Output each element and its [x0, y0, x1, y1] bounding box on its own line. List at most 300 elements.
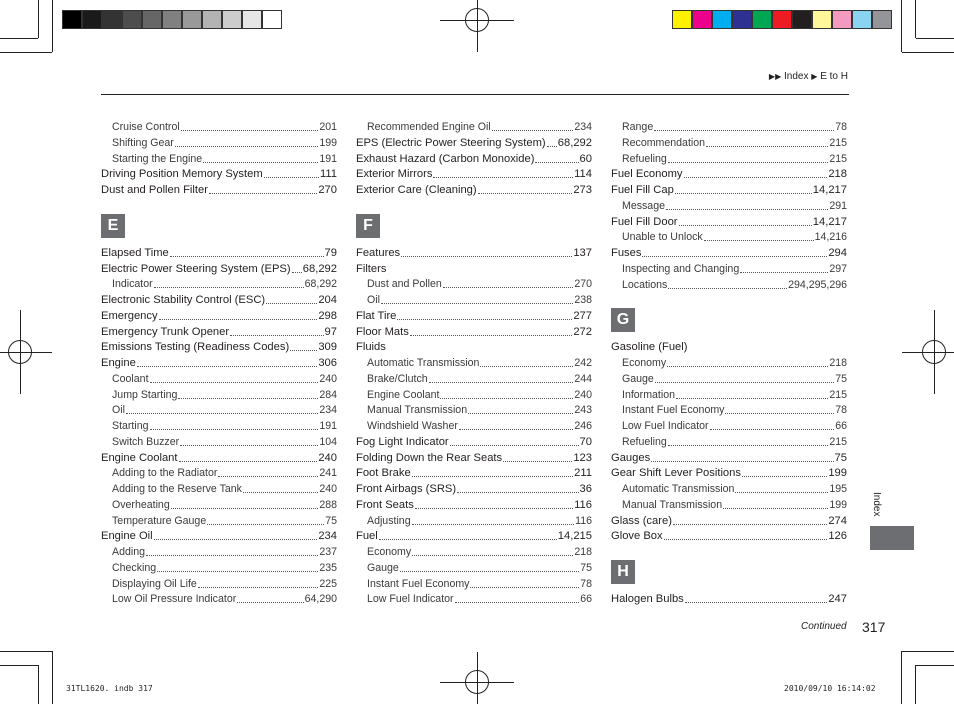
page-reference[interactable]: 116 — [574, 498, 592, 511]
color-swatch — [672, 10, 692, 29]
dot-leader — [170, 256, 324, 257]
dot-leader — [654, 130, 834, 131]
index-entry[interactable] — [611, 450, 847, 465]
index-entry[interactable] — [611, 513, 847, 528]
entry-title: Engine Coolant — [367, 388, 440, 401]
entry-title: Gauges — [611, 451, 651, 464]
page-reference[interactable]: 218 — [574, 546, 592, 558]
index-entry[interactable] — [622, 434, 847, 449]
color-swatch — [812, 10, 832, 29]
color-swatch — [692, 10, 712, 29]
page-reference[interactable]: 242 — [574, 357, 592, 369]
page-reference[interactable]: 215 — [829, 152, 847, 165]
dot-leader — [264, 177, 319, 178]
page-reference[interactable]: 191 — [319, 420, 337, 432]
page-reference[interactable]: 36 — [579, 483, 592, 495]
dot-leader — [673, 524, 827, 525]
dot-leader — [400, 571, 579, 572]
index-entry[interactable] — [622, 151, 847, 166]
index-entry[interactable] — [112, 387, 337, 402]
dot-leader — [642, 256, 827, 257]
index-entry[interactable] — [356, 497, 592, 512]
entry-title: Jump Starting — [112, 388, 178, 401]
crosshair-line — [477, 0, 478, 52]
page-reference[interactable]: 215 — [829, 435, 847, 448]
dot-leader — [666, 209, 828, 210]
index-entry[interactable] — [622, 481, 847, 496]
page-reference[interactable]: 270 — [318, 184, 337, 196]
index-entry[interactable] — [622, 261, 847, 276]
page-reference[interactable]: 79 — [324, 246, 337, 259]
index-entry[interactable] — [611, 591, 847, 606]
index-entry[interactable] — [101, 528, 337, 543]
index-entry[interactable] — [622, 402, 847, 417]
entry-title: Windshield Washer — [367, 420, 458, 432]
dot-leader — [159, 319, 318, 320]
print-file-info: 31TL1620. indb 317 — [66, 684, 153, 693]
index-entry[interactable] — [367, 402, 592, 417]
index-entry[interactable] — [356, 434, 592, 449]
entry-title: Refueling — [622, 152, 667, 165]
page-reference[interactable]: 78 — [835, 404, 847, 417]
page-reference[interactable]: 243 — [574, 404, 592, 417]
index-entry[interactable] — [112, 465, 337, 480]
page-reference[interactable]: 211 — [574, 467, 592, 480]
dot-leader — [412, 476, 573, 477]
crop-mark — [916, 38, 954, 39]
crop-mark — [0, 665, 38, 666]
page-reference[interactable]: 240 — [319, 372, 337, 385]
page-reference[interactable]: 215 — [829, 388, 847, 401]
index-entry[interactable] — [101, 292, 337, 307]
entry-title: Exterior Care (Cleaning) — [356, 184, 477, 196]
index-entry[interactable] — [367, 513, 592, 528]
dot-leader — [429, 382, 574, 383]
index-entry[interactable] — [112, 119, 337, 134]
index-entry[interactable] — [367, 576, 592, 591]
entry-title: Engine Coolant — [101, 451, 178, 464]
entry-title: Engine Oil — [101, 530, 153, 543]
index-entry[interactable] — [367, 355, 592, 370]
index-entry[interactable] — [611, 214, 847, 229]
entry-title: Low Fuel Indicator — [367, 593, 454, 606]
page-reference[interactable]: 288 — [319, 498, 337, 511]
index-entry[interactable] — [367, 292, 592, 307]
index-entry[interactable] — [622, 355, 847, 370]
index-entry[interactable] — [622, 229, 847, 244]
entry-title: Instant Fuel Economy — [622, 404, 725, 417]
continued-label: Continued — [801, 621, 847, 632]
crosshair-line — [934, 310, 935, 394]
index-entry[interactable] — [112, 544, 337, 559]
entry-title: Coolant — [112, 372, 149, 385]
dot-leader — [126, 413, 318, 414]
page-reference[interactable]: 240 — [319, 483, 337, 495]
page-reference[interactable]: 306 — [318, 357, 337, 369]
dot-leader — [668, 288, 787, 289]
page-reference[interactable]: 234 — [319, 404, 337, 417]
crop-mark — [901, 0, 902, 52]
index-entry[interactable] — [112, 276, 337, 291]
entry-title: Starting the Engine — [112, 152, 203, 165]
gray-swatch — [262, 10, 282, 29]
page-reference[interactable]: 234 — [574, 121, 592, 133]
index-entry[interactable] — [101, 339, 337, 354]
entry-title: Floor Mats — [356, 325, 409, 338]
page-reference[interactable]: 309 — [318, 341, 337, 354]
dot-leader — [706, 146, 828, 147]
color-swatch — [732, 10, 752, 29]
gray-swatch — [182, 10, 202, 29]
dot-leader — [440, 398, 573, 399]
page-reference[interactable]: 111 — [319, 168, 337, 181]
crop-mark — [52, 0, 53, 52]
entry-title: Engine — [101, 357, 136, 369]
entry-title: Emissions Testing (Readiness Codes) — [101, 341, 290, 354]
index-entry[interactable] — [356, 324, 592, 339]
index-entry[interactable] — [101, 261, 337, 276]
page-reference[interactable]: 247 — [828, 593, 847, 605]
dot-leader — [180, 445, 318, 446]
arrow-icon: ▶ — [811, 72, 818, 81]
entry-title: Automatic Transmission — [367, 357, 480, 369]
dot-leader — [450, 445, 579, 446]
dot-leader — [379, 539, 557, 540]
page-reference[interactable]: 68,292 — [557, 136, 592, 149]
page-reference[interactable]: 298 — [318, 309, 337, 322]
index-entry[interactable] — [356, 465, 592, 480]
index-entry[interactable] — [112, 371, 337, 386]
page-reference[interactable]: 66 — [580, 593, 592, 606]
index-entry[interactable] — [112, 576, 337, 591]
page-reference[interactable]: 75 — [580, 561, 592, 574]
gray-swatch — [202, 10, 222, 29]
entry-title: Adding — [112, 546, 145, 558]
index-entry[interactable] — [112, 513, 337, 528]
entry-title: Economy — [622, 357, 667, 369]
index-entry[interactable] — [356, 166, 592, 181]
page-reference[interactable]: 191 — [319, 152, 337, 165]
index-entry[interactable] — [356, 261, 592, 276]
entry-title: Range — [622, 121, 654, 133]
index-entry[interactable] — [112, 151, 337, 166]
index-entry[interactable] — [367, 560, 592, 575]
double-arrow-icon: ▶▶ — [768, 72, 782, 81]
entry-title: Fuses — [611, 247, 642, 259]
index-entry[interactable] — [112, 481, 337, 496]
entry-title: Gauge — [622, 372, 654, 385]
page-reference[interactable]: 270 — [574, 278, 592, 291]
dot-leader — [455, 602, 580, 603]
index-entry[interactable] — [356, 481, 592, 496]
entry-title: Temperature Gauge — [112, 514, 207, 527]
gray-swatch — [162, 10, 182, 29]
index-entry[interactable] — [112, 591, 337, 606]
dot-leader — [266, 303, 317, 304]
entry-title: Starting — [112, 420, 149, 432]
dot-leader — [146, 555, 318, 556]
entry-title: Displaying Oil Life — [112, 577, 197, 590]
page-reference[interactable]: 97 — [324, 325, 337, 338]
entry-title: Automatic Transmission — [622, 483, 735, 495]
gray-swatch — [142, 10, 162, 29]
page-reference[interactable]: 68,292 — [304, 278, 337, 291]
dot-leader — [675, 193, 812, 194]
gray-swatch — [122, 10, 142, 29]
page-reference[interactable]: 237 — [319, 546, 337, 558]
print-timestamp: 2010/09/10 16:14:02 — [784, 684, 876, 693]
index-entry[interactable] — [611, 182, 847, 197]
index-entry[interactable] — [101, 324, 337, 339]
index-entry[interactable] — [112, 402, 337, 417]
dot-leader — [685, 602, 828, 603]
index-entry[interactable] — [356, 450, 592, 465]
index-entry[interactable] — [112, 560, 337, 575]
index-entry[interactable] — [367, 387, 592, 402]
page-reference[interactable]: 195 — [829, 483, 847, 495]
index-entry[interactable] — [622, 135, 847, 150]
gray-swatch — [242, 10, 262, 29]
entry-title: Adjusting — [367, 514, 411, 527]
page-reference[interactable]: 273 — [573, 184, 592, 196]
index-entry[interactable] — [611, 528, 847, 543]
color-swatch — [852, 10, 872, 29]
index-entry[interactable] — [622, 418, 847, 433]
index-entry[interactable] — [101, 245, 337, 260]
dot-leader — [704, 240, 814, 241]
entry-title: Emergency Trunk Opener — [101, 325, 230, 338]
crosshair-line — [477, 652, 478, 704]
page-reference[interactable]: 241 — [319, 467, 337, 480]
entry-title: Dust and Pollen — [367, 278, 442, 291]
dot-leader — [137, 366, 317, 367]
page-reference[interactable]: 78 — [835, 121, 847, 133]
crop-mark — [0, 52, 52, 53]
index-entry[interactable] — [611, 245, 847, 260]
dot-leader — [668, 162, 829, 163]
index-entry[interactable] — [367, 591, 592, 606]
page-reference[interactable]: 201 — [319, 121, 337, 133]
page-reference[interactable]: 277 — [573, 309, 592, 322]
page-reference[interactable]: 68,292 — [302, 262, 337, 275]
page-reference[interactable]: 225 — [319, 577, 337, 590]
index-entry[interactable] — [356, 245, 592, 260]
page-reference[interactable]: 60 — [579, 152, 592, 165]
header-divider — [101, 94, 849, 95]
crosshair-line — [902, 352, 954, 353]
entry-title: Glass (care) — [611, 514, 672, 527]
page-number: 317 — [862, 619, 886, 635]
dot-leader — [443, 287, 574, 288]
section-letter-h: H — [611, 560, 635, 584]
page-reference[interactable]: 284 — [319, 388, 337, 401]
index-entry[interactable] — [367, 119, 592, 134]
entry-title: Front Airbags (SRS) — [356, 483, 457, 495]
page-reference[interactable]: 272 — [573, 325, 592, 338]
index-entry[interactable] — [356, 135, 592, 150]
index-entry[interactable] — [367, 276, 592, 291]
page-reference[interactable]: 294 — [828, 247, 847, 259]
dot-leader — [157, 571, 318, 572]
crop-mark — [0, 651, 52, 652]
dot-leader — [503, 461, 572, 462]
page-reference[interactable]: 240 — [574, 388, 592, 401]
entry-title: Fuel Fill Door — [611, 215, 678, 228]
entry-title: Low Fuel Indicator — [622, 420, 709, 432]
entry-title: Gasoline (Fuel) — [611, 341, 688, 354]
entry-title: Recommended Engine Oil — [367, 121, 491, 133]
dot-leader — [468, 413, 573, 414]
crop-mark — [38, 0, 39, 38]
index-entry[interactable] — [611, 166, 847, 181]
page-reference[interactable]: 294,295,296 — [788, 278, 847, 291]
dot-leader — [178, 398, 318, 399]
page-reference[interactable]: 64,290 — [304, 593, 337, 606]
page-reference[interactable]: 75 — [325, 514, 337, 527]
dot-leader — [412, 555, 573, 556]
breadcrumb-range: E to H — [820, 71, 848, 82]
page-reference[interactable]: 126 — [828, 530, 847, 543]
page-reference[interactable]: 75 — [834, 451, 847, 464]
entry-title: Manual Transmission — [367, 404, 468, 417]
page-reference[interactable]: 14,217 — [812, 184, 847, 196]
section-letter-f: F — [356, 214, 380, 238]
page-reference[interactable]: 14,217 — [812, 215, 847, 228]
page-reference[interactable]: 66 — [835, 420, 847, 432]
index-entry[interactable] — [356, 151, 592, 166]
page-reference[interactable]: 238 — [574, 294, 592, 306]
entry-title: Manual Transmission — [622, 498, 723, 511]
crop-mark — [0, 38, 38, 39]
entry-title: Electronic Stability Control (ESC) — [101, 294, 266, 306]
index-entry[interactable] — [356, 528, 592, 543]
entry-title: Electric Power Steering System (EPS) — [101, 262, 291, 275]
page-reference[interactable]: 297 — [829, 262, 847, 275]
breadcrumb — [769, 71, 848, 82]
entry-title: Overheating — [112, 498, 170, 511]
page-reference[interactable]: 234 — [318, 530, 337, 543]
dot-leader — [668, 445, 829, 446]
index-entry[interactable] — [356, 182, 592, 197]
index-entry[interactable] — [101, 308, 337, 323]
index-entry[interactable] — [356, 339, 592, 354]
entry-title: Driving Position Memory System — [101, 168, 263, 181]
index-entry[interactable] — [367, 544, 592, 559]
entry-title: Checking — [112, 561, 157, 574]
entry-title: Low Oil Pressure Indicator — [112, 593, 237, 606]
dot-leader — [723, 508, 828, 509]
page-reference[interactable]: 116 — [575, 514, 592, 527]
page-reference[interactable]: 137 — [573, 246, 592, 259]
page-reference[interactable]: 215 — [829, 136, 847, 149]
index-entry[interactable] — [112, 434, 337, 449]
index-entry[interactable] — [112, 135, 337, 150]
page-reference[interactable]: 291 — [829, 199, 847, 212]
index-entry[interactable] — [101, 355, 337, 370]
index-entry[interactable] — [101, 450, 337, 465]
index-entry[interactable] — [101, 166, 337, 181]
crop-mark — [916, 665, 954, 666]
index-entry[interactable] — [101, 182, 337, 197]
crop-mark — [901, 651, 902, 704]
dot-leader — [492, 130, 574, 131]
index-entry[interactable] — [611, 465, 847, 480]
index-entry[interactable] — [622, 119, 847, 134]
index-entry[interactable] — [622, 387, 847, 402]
entry-title: Filters — [356, 262, 387, 275]
dot-leader — [725, 413, 834, 414]
index-entry[interactable] — [622, 497, 847, 512]
dot-leader — [676, 398, 828, 399]
entry-title: Oil — [112, 404, 125, 417]
dot-leader — [457, 492, 578, 493]
index-entry[interactable] — [367, 418, 592, 433]
index-entry[interactable] — [356, 308, 592, 323]
dot-leader — [470, 587, 579, 588]
index-entry[interactable] — [611, 339, 847, 354]
page-reference[interactable]: 70 — [579, 435, 592, 448]
page-reference[interactable]: 199 — [319, 136, 337, 149]
entry-title: Message — [622, 199, 665, 212]
page-reference[interactable]: 78 — [580, 577, 592, 590]
page-reference[interactable]: 235 — [319, 561, 337, 574]
dot-leader — [679, 225, 812, 226]
section-letter-g: G — [611, 308, 635, 332]
dot-leader — [218, 476, 318, 477]
page-reference[interactable]: 274 — [828, 514, 847, 527]
page-reference[interactable]: 246 — [574, 420, 592, 432]
page-reference[interactable]: 199 — [829, 498, 847, 511]
index-entry[interactable] — [622, 277, 847, 292]
page-reference[interactable]: 244 — [574, 372, 592, 385]
index-entry[interactable] — [622, 371, 847, 386]
dot-leader — [651, 461, 833, 462]
entry-title: Fuel Economy — [611, 168, 683, 181]
index-side-tab — [870, 526, 914, 550]
page-reference[interactable]: 199 — [828, 467, 847, 480]
dot-leader — [397, 319, 572, 320]
index-entry[interactable] — [112, 497, 337, 512]
entry-title: Inspecting and Changing — [622, 262, 740, 275]
crosshair-line — [0, 352, 52, 353]
page-reference[interactable]: 114 — [574, 168, 592, 181]
page-reference[interactable]: 123 — [573, 451, 592, 464]
dot-leader — [243, 492, 318, 493]
entry-title: Unable to Unlock — [622, 231, 703, 244]
color-swatch — [872, 10, 892, 29]
entry-title: Glove Box — [611, 530, 663, 543]
page-reference[interactable]: 218 — [829, 357, 847, 369]
page-reference[interactable]: 75 — [835, 372, 847, 385]
page-reference[interactable]: 204 — [318, 294, 337, 306]
entry-title: Fluids — [356, 341, 386, 354]
page-reference[interactable]: 240 — [318, 451, 337, 464]
dot-leader — [667, 366, 828, 367]
index-entry[interactable] — [622, 198, 847, 213]
entry-title: Exterior Mirrors — [356, 168, 433, 181]
page-reference[interactable]: 104 — [319, 435, 337, 448]
entry-title: Features — [356, 246, 401, 259]
page-reference[interactable]: 14,216 — [814, 231, 847, 244]
entry-title: Gear Shift Lever Positions — [611, 467, 741, 480]
crop-mark — [902, 651, 954, 652]
page-reference[interactable]: 218 — [828, 168, 847, 181]
page-reference[interactable]: 14,215 — [557, 530, 592, 543]
index-entry[interactable] — [367, 371, 592, 386]
breadcrumb-section: Index — [784, 71, 809, 82]
entry-title: Cruise Control — [112, 121, 180, 133]
index-entry[interactable] — [112, 418, 337, 433]
